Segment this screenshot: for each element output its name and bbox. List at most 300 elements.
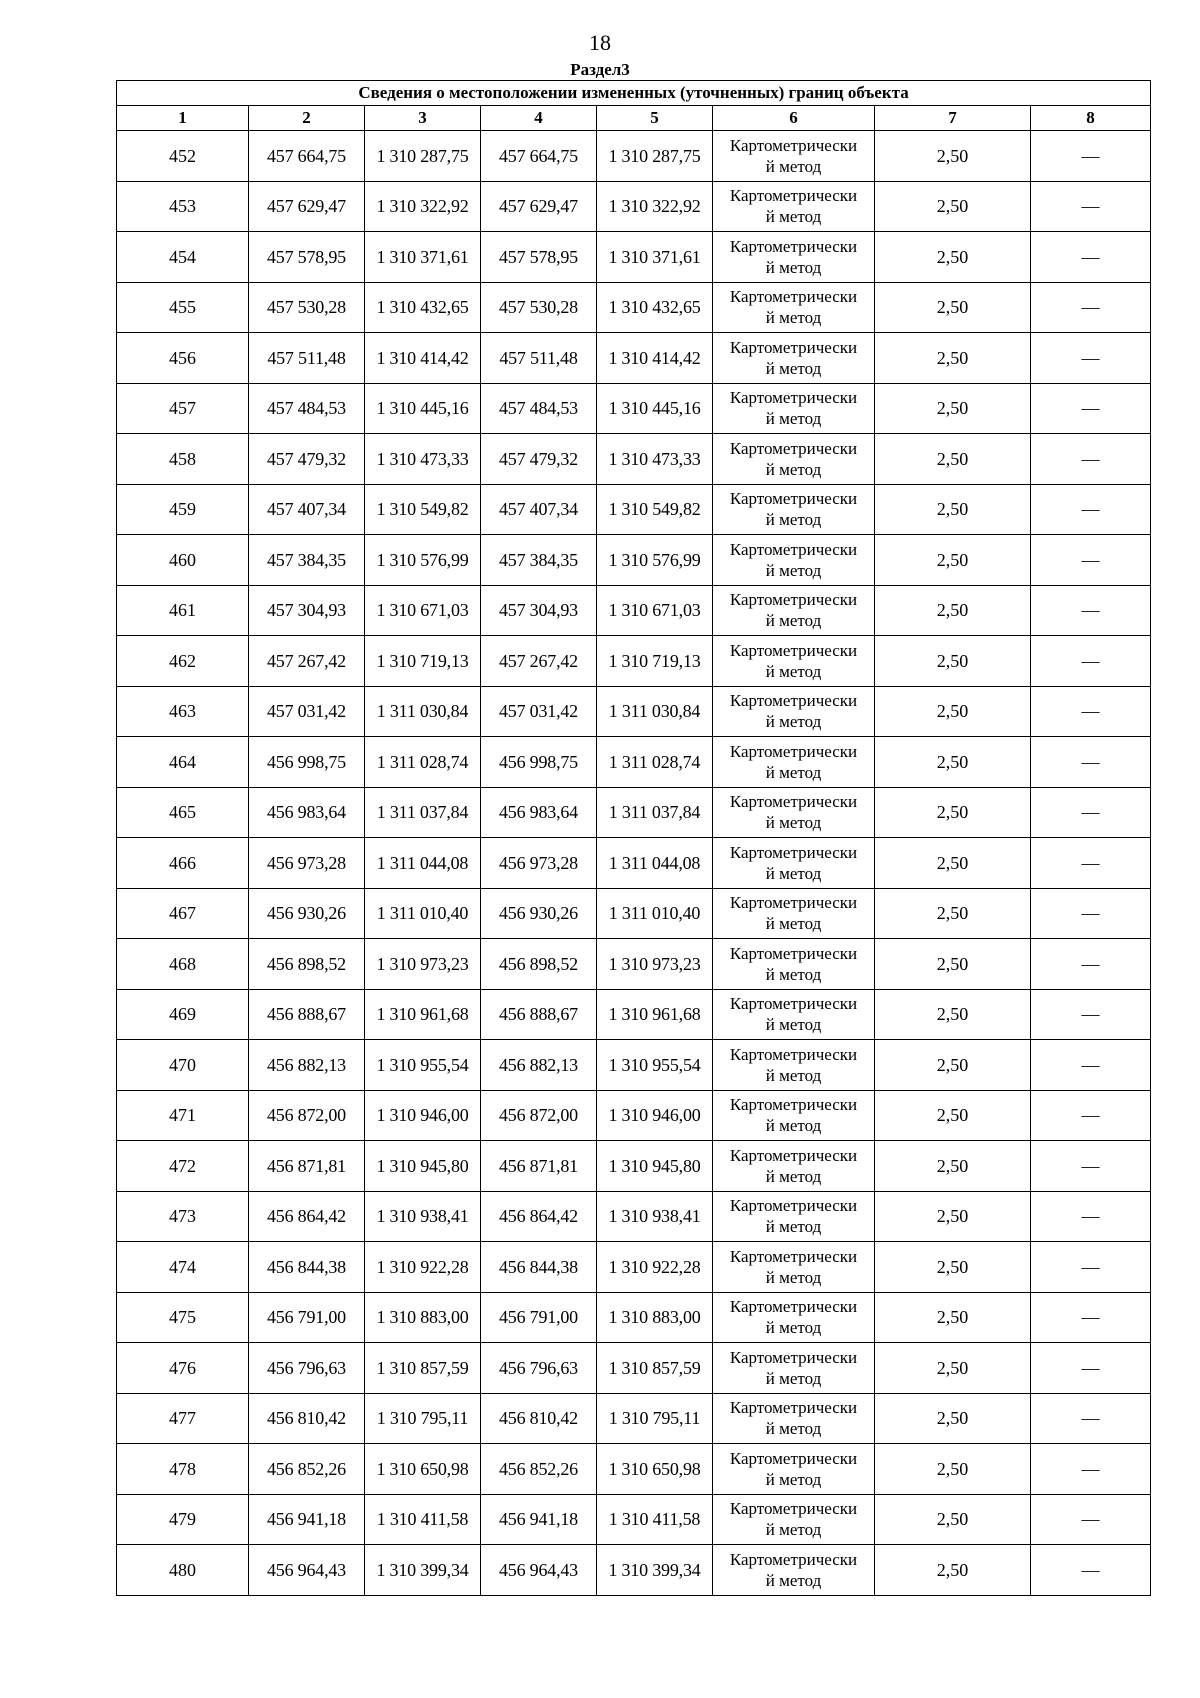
column-number-6: 6 — [713, 106, 875, 131]
method-cell — [713, 434, 875, 485]
refined-y-cell: 1 310 945,80 — [597, 1141, 713, 1192]
method-line-1: Картометрически — [729, 135, 858, 155]
accuracy-cell: 2,50 — [875, 585, 1031, 636]
method-line-1: Картометрически — [729, 1347, 858, 1367]
method-line-1: Картометрически — [729, 994, 858, 1014]
refined-x-cell: 456 796,63 — [481, 1343, 597, 1394]
note-cell: — — [1031, 333, 1151, 384]
table-row — [117, 181, 1151, 232]
existing-x-cell: 457 511,48 — [249, 333, 365, 384]
existing-x-cell: 457 484,53 — [249, 383, 365, 434]
method-line-1: Картометрически — [729, 186, 858, 206]
note-cell: — — [1031, 1545, 1151, 1596]
refined-x-cell: 456 864,42 — [481, 1191, 597, 1242]
point-number-cell: 478 — [117, 1444, 249, 1495]
table-row — [117, 787, 1151, 838]
existing-x-cell: 456 973,28 — [249, 838, 365, 889]
table-row — [117, 838, 1151, 889]
refined-y-cell: 1 311 037,84 — [597, 787, 713, 838]
method-line-2: й метод — [765, 1267, 822, 1287]
existing-x-cell: 456 844,38 — [249, 1242, 365, 1293]
method-line-1: Картометрически — [729, 590, 858, 610]
method-line-1: Картометрически — [729, 943, 858, 963]
refined-x-cell: 456 791,00 — [481, 1292, 597, 1343]
existing-y-cell: 1 311 028,74 — [365, 737, 481, 788]
table-row — [117, 1141, 1151, 1192]
point-number-cell: 453 — [117, 181, 249, 232]
refined-x-cell: 456 941,18 — [481, 1494, 597, 1545]
point-number-cell: 462 — [117, 636, 249, 687]
note-cell: — — [1031, 686, 1151, 737]
method-cell — [713, 333, 875, 384]
accuracy-cell: 2,50 — [875, 1545, 1031, 1596]
column-number-5: 5 — [597, 106, 713, 131]
column-number-8: 8 — [1031, 106, 1151, 131]
method-line-1: Картометрически — [729, 640, 858, 660]
table-caption: Сведения о местоположении измененных (уточненных) границ объекта — [117, 81, 1151, 106]
note-cell: — — [1031, 1191, 1151, 1242]
point-number-cell: 463 — [117, 686, 249, 737]
note-cell: — — [1031, 383, 1151, 434]
method-line-2: й метод — [765, 358, 822, 378]
method-line-2: й метод — [765, 1520, 822, 1540]
method-cell — [713, 282, 875, 333]
method-cell — [713, 181, 875, 232]
column-number-7: 7 — [875, 106, 1031, 131]
accuracy-cell: 2,50 — [875, 636, 1031, 687]
note-cell: — — [1031, 232, 1151, 283]
existing-x-cell: 456 898,52 — [249, 939, 365, 990]
existing-x-cell: 456 888,67 — [249, 989, 365, 1040]
method-cell — [713, 1343, 875, 1394]
table-row — [117, 1292, 1151, 1343]
refined-y-cell: 1 310 973,23 — [597, 939, 713, 990]
method-line-2: й метод — [765, 510, 822, 530]
method-cell — [713, 383, 875, 434]
boundary-coordinates-table — [116, 80, 1151, 1596]
refined-x-cell: 456 810,42 — [481, 1393, 597, 1444]
method-cell — [713, 939, 875, 990]
note-cell: — — [1031, 989, 1151, 1040]
point-number-cell: 465 — [117, 787, 249, 838]
method-cell — [713, 535, 875, 586]
refined-y-cell: 1 310 961,68 — [597, 989, 713, 1040]
refined-y-cell: 1 310 322,92 — [597, 181, 713, 232]
accuracy-cell: 2,50 — [875, 1040, 1031, 1091]
refined-x-cell: 456 973,28 — [481, 838, 597, 889]
refined-y-cell: 1 310 576,99 — [597, 535, 713, 586]
existing-y-cell: 1 311 010,40 — [365, 888, 481, 939]
table-row — [117, 1090, 1151, 1141]
note-cell: — — [1031, 838, 1151, 889]
table-row — [117, 282, 1151, 333]
existing-y-cell: 1 310 973,23 — [365, 939, 481, 990]
refined-y-cell: 1 310 671,03 — [597, 585, 713, 636]
method-line-2: й метод — [765, 409, 822, 429]
refined-x-cell: 457 629,47 — [481, 181, 597, 232]
method-cell — [713, 1090, 875, 1141]
method-line-2: й метод — [765, 257, 822, 277]
table-row — [117, 484, 1151, 535]
accuracy-cell: 2,50 — [875, 1090, 1031, 1141]
method-cell — [713, 1545, 875, 1596]
note-cell: — — [1031, 585, 1151, 636]
table-row — [117, 535, 1151, 586]
note-cell: — — [1031, 939, 1151, 990]
existing-y-cell: 1 310 719,13 — [365, 636, 481, 687]
existing-y-cell: 1 311 044,08 — [365, 838, 481, 889]
method-line-2: й метод — [765, 863, 822, 883]
accuracy-cell: 2,50 — [875, 1141, 1031, 1192]
existing-x-cell: 457 629,47 — [249, 181, 365, 232]
method-cell — [713, 1292, 875, 1343]
table-row — [117, 737, 1151, 788]
accuracy-cell: 2,50 — [875, 737, 1031, 788]
refined-y-cell: 1 310 371,61 — [597, 232, 713, 283]
existing-x-cell: 456 791,00 — [249, 1292, 365, 1343]
method-cell — [713, 1191, 875, 1242]
method-cell — [713, 232, 875, 283]
point-number-cell: 461 — [117, 585, 249, 636]
method-cell — [713, 1242, 875, 1293]
note-cell: — — [1031, 636, 1151, 687]
existing-x-cell: 457 578,95 — [249, 232, 365, 283]
point-number-cell: 470 — [117, 1040, 249, 1091]
existing-x-cell: 457 267,42 — [249, 636, 365, 687]
accuracy-cell: 2,50 — [875, 1191, 1031, 1242]
existing-x-cell: 456 998,75 — [249, 737, 365, 788]
existing-y-cell: 1 310 795,11 — [365, 1393, 481, 1444]
note-cell: — — [1031, 1141, 1151, 1192]
method-line-1: Картометрически — [729, 1044, 858, 1064]
existing-x-cell: 457 407,34 — [249, 484, 365, 535]
existing-x-cell: 457 384,35 — [249, 535, 365, 586]
method-line-2: й метод — [765, 207, 822, 227]
accuracy-cell: 2,50 — [875, 888, 1031, 939]
method-line-1: Картометрически — [729, 1095, 858, 1115]
refined-x-cell: 456 844,38 — [481, 1242, 597, 1293]
table-body — [117, 131, 1151, 1596]
method-cell — [713, 838, 875, 889]
accuracy-cell: 2,50 — [875, 1494, 1031, 1545]
method-cell — [713, 1444, 875, 1495]
existing-x-cell: 457 664,75 — [249, 131, 365, 182]
column-number-2: 2 — [249, 106, 365, 131]
note-cell: — — [1031, 131, 1151, 182]
method-cell — [713, 484, 875, 535]
point-number-cell: 476 — [117, 1343, 249, 1394]
existing-y-cell: 1 311 037,84 — [365, 787, 481, 838]
existing-y-cell: 1 310 287,75 — [365, 131, 481, 182]
refined-x-cell: 457 407,34 — [481, 484, 597, 535]
refined-x-cell: 457 384,35 — [481, 535, 597, 586]
existing-y-cell: 1 310 576,99 — [365, 535, 481, 586]
existing-y-cell: 1 310 432,65 — [365, 282, 481, 333]
existing-x-cell: 456 871,81 — [249, 1141, 365, 1192]
existing-x-cell: 456 983,64 — [249, 787, 365, 838]
page-number: 18 — [589, 30, 611, 55]
note-cell: — — [1031, 1090, 1151, 1141]
method-line-2: й метод — [765, 1217, 822, 1237]
accuracy-cell: 2,50 — [875, 989, 1031, 1040]
refined-y-cell: 1 311 010,40 — [597, 888, 713, 939]
refined-x-cell: 456 871,81 — [481, 1141, 597, 1192]
refined-y-cell: 1 310 857,59 — [597, 1343, 713, 1394]
refined-x-cell: 456 888,67 — [481, 989, 597, 1040]
existing-x-cell: 456 852,26 — [249, 1444, 365, 1495]
table-row — [117, 232, 1151, 283]
refined-y-cell: 1 310 549,82 — [597, 484, 713, 535]
method-line-1: Картометрически — [729, 741, 858, 761]
method-line-1: Картометрически — [729, 1246, 858, 1266]
table-row — [117, 636, 1151, 687]
table-row — [117, 939, 1151, 990]
note-cell: — — [1031, 282, 1151, 333]
note-cell: — — [1031, 787, 1151, 838]
method-line-2: й метод — [765, 914, 822, 934]
note-cell: — — [1031, 1242, 1151, 1293]
table-row — [117, 1040, 1151, 1091]
method-line-1: Картометрически — [729, 489, 858, 509]
refined-y-cell: 1 310 922,28 — [597, 1242, 713, 1293]
refined-x-cell: 457 304,93 — [481, 585, 597, 636]
existing-x-cell: 456 941,18 — [249, 1494, 365, 1545]
refined-y-cell: 1 311 030,84 — [597, 686, 713, 737]
accuracy-cell: 2,50 — [875, 1242, 1031, 1293]
existing-y-cell: 1 310 322,92 — [365, 181, 481, 232]
existing-y-cell: 1 310 549,82 — [365, 484, 481, 535]
method-cell — [713, 989, 875, 1040]
refined-x-cell: 456 930,26 — [481, 888, 597, 939]
note-cell: — — [1031, 535, 1151, 586]
existing-y-cell: 1 310 945,80 — [365, 1141, 481, 1192]
point-number-cell: 460 — [117, 535, 249, 586]
method-line-1: Картометрически — [729, 287, 858, 307]
point-number-cell: 467 — [117, 888, 249, 939]
existing-y-cell: 1 310 414,42 — [365, 333, 481, 384]
method-line-1: Картометрически — [729, 539, 858, 559]
table-row — [117, 1343, 1151, 1394]
refined-y-cell: 1 310 938,41 — [597, 1191, 713, 1242]
method-line-1: Картометрически — [729, 691, 858, 711]
note-cell: — — [1031, 1494, 1151, 1545]
existing-y-cell: 1 310 938,41 — [365, 1191, 481, 1242]
method-cell — [713, 1141, 875, 1192]
accuracy-cell: 2,50 — [875, 1292, 1031, 1343]
method-line-2: й метод — [765, 1570, 822, 1590]
existing-x-cell: 456 872,00 — [249, 1090, 365, 1141]
method-cell — [713, 686, 875, 737]
accuracy-cell: 2,50 — [875, 333, 1031, 384]
accuracy-cell: 2,50 — [875, 1393, 1031, 1444]
existing-y-cell: 1 310 883,00 — [365, 1292, 481, 1343]
refined-x-cell: 457 530,28 — [481, 282, 597, 333]
point-number-cell: 458 — [117, 434, 249, 485]
point-number-cell: 469 — [117, 989, 249, 1040]
existing-y-cell: 1 310 961,68 — [365, 989, 481, 1040]
method-line-2: й метод — [765, 1368, 822, 1388]
accuracy-cell: 2,50 — [875, 838, 1031, 889]
note-cell: — — [1031, 737, 1151, 788]
column-number-1: 1 — [117, 106, 249, 131]
refined-y-cell: 1 311 044,08 — [597, 838, 713, 889]
method-cell — [713, 1494, 875, 1545]
table-row — [117, 686, 1151, 737]
refined-y-cell: 1 310 414,42 — [597, 333, 713, 384]
method-cell — [713, 888, 875, 939]
accuracy-cell: 2,50 — [875, 939, 1031, 990]
note-cell: — — [1031, 1393, 1151, 1444]
refined-x-cell: 456 872,00 — [481, 1090, 597, 1141]
point-number-cell: 464 — [117, 737, 249, 788]
column-number-3: 3 — [365, 106, 481, 131]
existing-y-cell: 1 310 922,28 — [365, 1242, 481, 1293]
refined-y-cell: 1 310 955,54 — [597, 1040, 713, 1091]
table-row — [117, 1494, 1151, 1545]
existing-x-cell: 456 930,26 — [249, 888, 365, 939]
refined-y-cell: 1 310 473,33 — [597, 434, 713, 485]
table-row — [117, 131, 1151, 182]
method-line-1: Картометрически — [729, 1398, 858, 1418]
method-cell — [713, 1040, 875, 1091]
method-line-1: Картометрически — [729, 438, 858, 458]
refined-y-cell: 1 310 719,13 — [597, 636, 713, 687]
accuracy-cell: 2,50 — [875, 434, 1031, 485]
method-line-2: й метод — [765, 813, 822, 833]
method-cell — [713, 131, 875, 182]
method-line-2: й метод — [765, 1015, 822, 1035]
existing-y-cell: 1 310 857,59 — [365, 1343, 481, 1394]
refined-x-cell: 457 664,75 — [481, 131, 597, 182]
method-line-1: Картометрически — [729, 1145, 858, 1165]
note-cell: — — [1031, 181, 1151, 232]
method-line-2: й метод — [765, 1116, 822, 1136]
accuracy-cell: 2,50 — [875, 1343, 1031, 1394]
existing-x-cell: 456 864,42 — [249, 1191, 365, 1242]
point-number-cell: 475 — [117, 1292, 249, 1343]
existing-y-cell: 1 310 399,34 — [365, 1545, 481, 1596]
section-title: Раздел3 — [570, 60, 630, 79]
existing-x-cell: 457 304,93 — [249, 585, 365, 636]
refined-x-cell: 457 578,95 — [481, 232, 597, 283]
existing-y-cell: 1 310 445,16 — [365, 383, 481, 434]
table-row — [117, 383, 1151, 434]
accuracy-cell: 2,50 — [875, 383, 1031, 434]
refined-x-cell: 456 998,75 — [481, 737, 597, 788]
table-row — [117, 989, 1151, 1040]
refined-y-cell: 1 310 399,34 — [597, 1545, 713, 1596]
table-row — [117, 585, 1151, 636]
refined-y-cell: 1 310 287,75 — [597, 131, 713, 182]
method-line-2: й метод — [765, 1419, 822, 1439]
existing-x-cell: 457 530,28 — [249, 282, 365, 333]
method-line-2: й метод — [765, 661, 822, 681]
existing-y-cell: 1 310 671,03 — [365, 585, 481, 636]
refined-x-cell: 457 479,32 — [481, 434, 597, 485]
point-number-cell: 456 — [117, 333, 249, 384]
table-row — [117, 1545, 1151, 1596]
method-line-2: й метод — [765, 156, 822, 176]
point-number-cell: 474 — [117, 1242, 249, 1293]
existing-x-cell: 456 796,63 — [249, 1343, 365, 1394]
refined-y-cell: 1 310 445,16 — [597, 383, 713, 434]
table-row — [117, 1393, 1151, 1444]
point-number-cell: 468 — [117, 939, 249, 990]
note-cell: — — [1031, 888, 1151, 939]
refined-x-cell: 457 031,42 — [481, 686, 597, 737]
method-line-2: й метод — [765, 560, 822, 580]
existing-y-cell: 1 310 946,00 — [365, 1090, 481, 1141]
note-cell: — — [1031, 434, 1151, 485]
refined-x-cell: 457 484,53 — [481, 383, 597, 434]
accuracy-cell: 2,50 — [875, 484, 1031, 535]
table-row — [117, 1191, 1151, 1242]
method-line-1: Картометрически — [729, 337, 858, 357]
method-line-1: Картометрически — [729, 842, 858, 862]
note-cell: — — [1031, 484, 1151, 535]
method-line-1: Картометрически — [729, 236, 858, 256]
refined-y-cell: 1 310 411,58 — [597, 1494, 713, 1545]
existing-y-cell: 1 310 371,61 — [365, 232, 481, 283]
point-number-cell: 459 — [117, 484, 249, 535]
point-number-cell: 480 — [117, 1545, 249, 1596]
refined-y-cell: 1 310 795,11 — [597, 1393, 713, 1444]
refined-y-cell: 1 310 432,65 — [597, 282, 713, 333]
refined-x-cell: 456 964,43 — [481, 1545, 597, 1596]
refined-y-cell: 1 310 946,00 — [597, 1090, 713, 1141]
accuracy-cell: 2,50 — [875, 181, 1031, 232]
accuracy-cell: 2,50 — [875, 1444, 1031, 1495]
accuracy-cell: 2,50 — [875, 282, 1031, 333]
method-line-2: й метод — [765, 712, 822, 732]
method-line-2: й метод — [765, 1318, 822, 1338]
method-line-1: Картометрически — [729, 1448, 858, 1468]
point-number-cell: 466 — [117, 838, 249, 889]
method-line-2: й метод — [765, 762, 822, 782]
refined-x-cell: 457 511,48 — [481, 333, 597, 384]
existing-y-cell: 1 310 411,58 — [365, 1494, 481, 1545]
table-row — [117, 333, 1151, 384]
point-number-cell: 457 — [117, 383, 249, 434]
method-cell — [713, 1393, 875, 1444]
table-row — [117, 1444, 1151, 1495]
method-line-1: Картометрически — [729, 1196, 858, 1216]
note-cell: — — [1031, 1343, 1151, 1394]
point-number-cell: 471 — [117, 1090, 249, 1141]
table-row — [117, 888, 1151, 939]
method-line-2: й метод — [765, 611, 822, 631]
column-number-4: 4 — [481, 106, 597, 131]
method-cell — [713, 737, 875, 788]
refined-x-cell: 456 852,26 — [481, 1444, 597, 1495]
existing-x-cell: 457 479,32 — [249, 434, 365, 485]
method-line-2: й метод — [765, 1469, 822, 1489]
accuracy-cell: 2,50 — [875, 787, 1031, 838]
existing-y-cell: 1 310 955,54 — [365, 1040, 481, 1091]
method-line-2: й метод — [765, 1065, 822, 1085]
method-line-1: Картометрически — [729, 1549, 858, 1569]
refined-y-cell: 1 310 883,00 — [597, 1292, 713, 1343]
method-cell — [713, 787, 875, 838]
accuracy-cell: 2,50 — [875, 686, 1031, 737]
point-number-cell: 455 — [117, 282, 249, 333]
existing-x-cell: 456 882,13 — [249, 1040, 365, 1091]
point-number-cell: 477 — [117, 1393, 249, 1444]
method-line-1: Картометрически — [729, 388, 858, 408]
method-line-2: й метод — [765, 459, 822, 479]
point-number-cell: 472 — [117, 1141, 249, 1192]
existing-y-cell: 1 310 650,98 — [365, 1444, 481, 1495]
